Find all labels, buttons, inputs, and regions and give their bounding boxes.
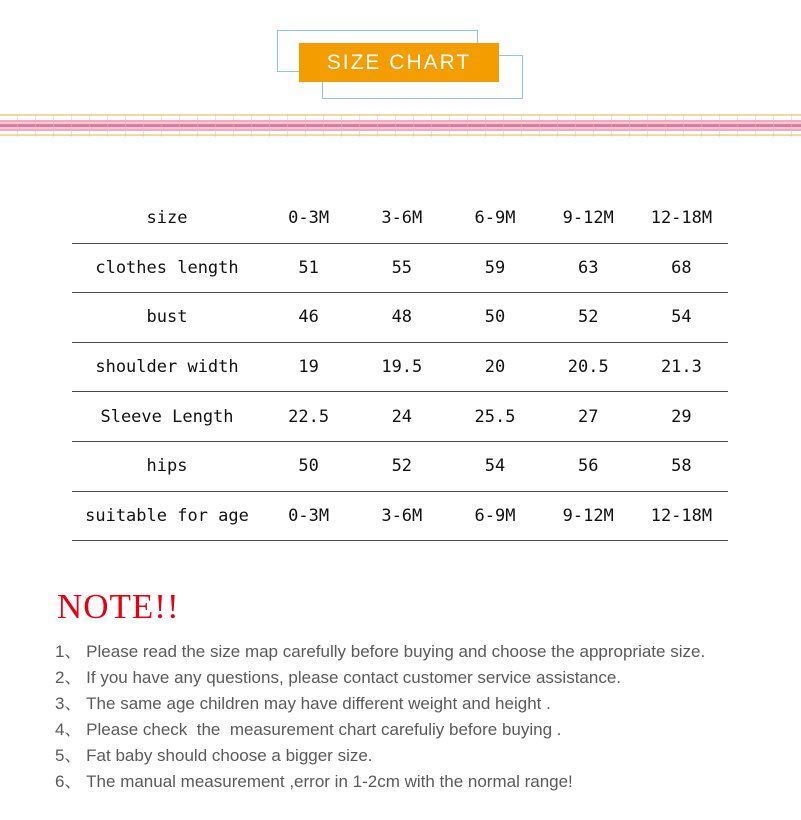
note-item-5: 5、 Fat baby should choose a bigger size. <box>55 746 373 765</box>
stripe-tick-overlay <box>0 114 801 137</box>
table-cell: 25.5 <box>474 406 516 427</box>
table-cell: 22.5 <box>288 406 330 427</box>
table-cell: 3-6M <box>381 505 423 526</box>
table-cell: 12-18M <box>650 505 713 526</box>
table-cell: 20 <box>484 357 506 378</box>
table-cell: 19.5 <box>381 357 423 378</box>
row-label: Sleeve Length <box>100 406 234 427</box>
table-cell: 50 <box>298 456 319 477</box>
row-label: suitable for age <box>85 505 249 526</box>
table-cell: 20.5 <box>567 357 609 378</box>
size-table <box>72 194 728 541</box>
note-item-2: 2、 If you have any questions, please contact customer service assistance. <box>55 668 622 687</box>
table-cell: 21.3 <box>660 357 702 378</box>
table-cell: 48 <box>391 307 413 328</box>
notes-list <box>55 639 755 795</box>
table-row-size <box>72 194 728 244</box>
table-row-bust <box>72 293 728 343</box>
table-cell: 52 <box>577 307 599 328</box>
table-cell: 9-12M <box>562 505 614 526</box>
note-heading: NOTE!! <box>57 587 180 626</box>
table-cell: 3-6M <box>381 208 423 229</box>
row-label: shoulder width <box>95 357 239 378</box>
table-cell: 59 <box>484 257 506 278</box>
size-chart-banner <box>299 43 499 82</box>
table-cell: 63 <box>577 257 599 278</box>
row-label: size <box>146 208 188 229</box>
row-label: bust <box>146 307 188 328</box>
page-title: SIZE CHART <box>326 50 472 74</box>
table-row-suitable-age <box>72 492 728 542</box>
table-cell: 0-3M <box>288 208 330 229</box>
table-row-shoulder-width <box>72 343 728 393</box>
table-cell: 27 <box>577 406 599 427</box>
table-cell: 19 <box>298 357 319 378</box>
row-label: hips <box>146 456 188 477</box>
table-cell: 6-9M <box>474 505 516 526</box>
table-cell: 56 <box>577 456 599 477</box>
table-cell: 50 <box>484 307 506 328</box>
table-cell: 68 <box>671 257 692 278</box>
table-cell: 6-9M <box>474 208 516 229</box>
table-cell: 54 <box>671 307 692 328</box>
stripe-divider <box>0 114 801 137</box>
table-cell: 54 <box>484 456 506 477</box>
row-label: clothes length <box>95 257 239 278</box>
note-item-4: 4、 Please check the measurement chart carefuliy before buying . <box>55 720 562 739</box>
table-cell: 12-18M <box>650 208 713 229</box>
table-cell: 0-3M <box>288 505 330 526</box>
table-row-sleeve-length <box>72 392 728 442</box>
table-cell: 9-12M <box>562 208 614 229</box>
table-row-clothes-length <box>72 244 728 294</box>
note-item-3: 3、 The same age children may have different weight and height . <box>55 694 551 713</box>
note-item-1: 1、 Please read the size map carefully before buying and choose the appropriate size. <box>55 642 706 661</box>
table-cell: 51 <box>298 257 319 278</box>
table-cell: 58 <box>671 456 692 477</box>
table-row-hips <box>72 442 728 492</box>
table-cell: 29 <box>671 406 692 427</box>
table-cell: 55 <box>391 257 413 278</box>
table-cell: 52 <box>391 456 413 477</box>
table-cell: 24 <box>391 406 413 427</box>
table-cell: 46 <box>298 307 319 328</box>
note-item-6: 6、 The manual measurement ,error in 1-2cm with the normal range! <box>55 772 573 791</box>
